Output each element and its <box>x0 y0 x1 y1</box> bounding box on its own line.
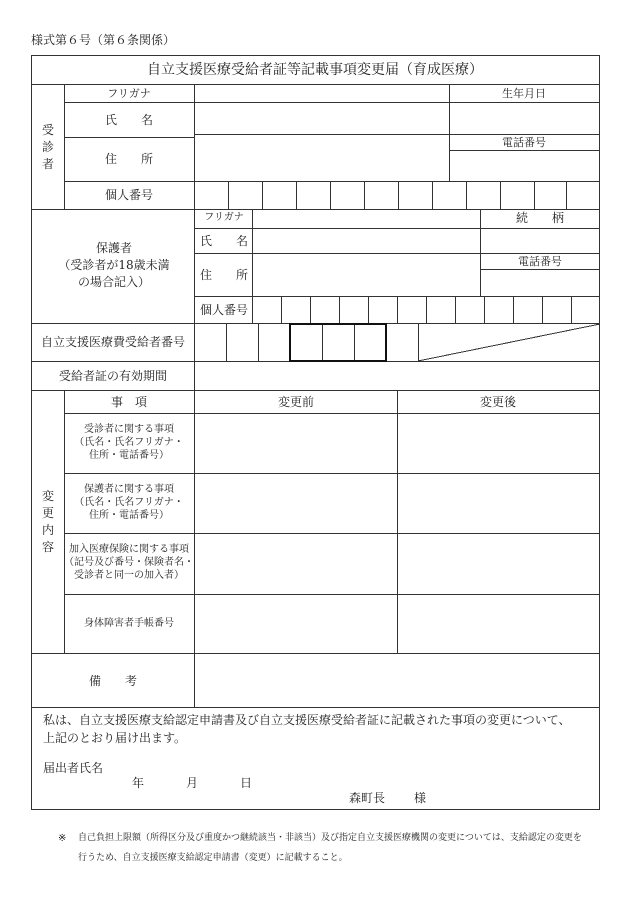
guardian-furigana-label: フリガナ <box>204 212 244 223</box>
changes-col-before: 変更前 <box>277 395 315 409</box>
patient-phone-field[interactable] <box>450 151 599 181</box>
patient-personal-number-label: 個人番号 <box>104 188 154 202</box>
guardian-address-label: 住 所 <box>199 268 249 282</box>
change-item-patient: 住所・電話番号） <box>89 450 169 461</box>
patient-address-label: 住 所 <box>104 152 154 166</box>
note-line2: 行うため、自立支援医療支給認定申請書（変更）に記載すること。 <box>78 853 348 863</box>
guardian-label-line3: の場合記入） <box>77 275 151 289</box>
change-item-insurance: 加入医療保険に関する事項 <box>69 544 189 555</box>
change-after-insurance[interactable] <box>398 534 599 594</box>
change-before-guardian[interactable] <box>195 474 397 533</box>
changes-section-label: 変 更 内 容 <box>41 489 54 554</box>
remarks-label: 備 考 <box>88 674 138 688</box>
applicant-name-label: 届出者氏名 <box>43 761 104 775</box>
note-mark: ※ <box>58 833 67 844</box>
guardian-label-line2: （受診者が18歳未満 <box>58 258 170 272</box>
addressee-label: 森町長 <box>349 791 386 805</box>
changes-col-item: 事 項 <box>110 395 148 409</box>
change-before-insurance[interactable] <box>195 534 397 594</box>
form-title: 自立支援医療受給者証等記載事項変更届（育成医療） <box>147 62 483 78</box>
change-before-patient[interactable] <box>195 414 397 473</box>
guardian-name-field[interactable] <box>253 229 480 253</box>
patient-birthdate-label: 生年月日 <box>502 87 546 100</box>
patient-section-label: 受 診 者 <box>41 123 54 171</box>
patient-furigana-label: フリガナ <box>107 87 151 100</box>
guardian-furigana-field[interactable] <box>253 210 480 228</box>
note-line1: 自己負担上限額（所得区分及び重度かつ継続該当・非該当）及び指定自立支援医療機関の変更については、支給認定の変更を <box>78 833 582 843</box>
guardian-personal-number-field[interactable] <box>253 297 599 323</box>
patient-furigana-field[interactable] <box>195 85 449 102</box>
change-after-guardian[interactable] <box>398 474 599 533</box>
validity-period-field[interactable] <box>195 362 599 390</box>
declaration-line1: 私は、自立支援医療支給認定申請書及び自立支援医療受給者証に記載された事項の変更について、 <box>43 713 571 727</box>
guardian-personal-number-label: 個人番号 <box>199 303 249 317</box>
recipient-number-label: 自立支援医療費受給者番号 <box>40 335 186 349</box>
date-day-label: 日 <box>240 776 253 790</box>
validity-period-label: 受給者証の有効期間 <box>58 369 168 383</box>
guardian-name-label: 氏 名 <box>199 234 249 248</box>
change-after-disability[interactable] <box>398 595 599 653</box>
date-month-label: 月 <box>186 776 199 790</box>
patient-personal-number-field[interactable] <box>195 182 599 209</box>
change-item-patient: （氏名・氏名フリガナ・ <box>74 437 184 448</box>
change-item-guardian: 住所・電話番号） <box>89 510 169 521</box>
date-year-label: 年 <box>132 776 145 790</box>
change-after-patient[interactable] <box>398 414 599 473</box>
change-before-disability[interactable] <box>195 595 397 653</box>
honorific-label: 様 <box>414 791 427 805</box>
applicant-name-field[interactable] <box>110 758 410 776</box>
remarks-field[interactable] <box>195 654 599 707</box>
patient-name-label: 氏 名 <box>104 113 154 127</box>
guardian-phone-field[interactable] <box>481 270 599 296</box>
change-item-guardian: （氏名・氏名フリガナ・ <box>74 497 184 508</box>
guardian-phone-label: 電話番号 <box>518 255 562 268</box>
patient-phone-label: 電話番号 <box>502 136 546 149</box>
patient-birthdate-field[interactable] <box>450 103 599 134</box>
guardian-relationship-label: 続 柄 <box>515 211 565 225</box>
change-item-insurance: （記号及び番号・保険者名・ <box>64 557 194 568</box>
change-item-disability: 身体障害者手帳番号 <box>84 618 174 629</box>
changes-col-after: 変更後 <box>479 395 517 409</box>
guardian-address-field[interactable] <box>253 254 480 296</box>
form-number: 様式第６号（第６条関係） <box>31 33 176 47</box>
change-item-insurance: 受診者と同一の加入者） <box>74 570 184 581</box>
patient-name-field[interactable] <box>195 103 449 134</box>
recipient-number-field[interactable] <box>195 324 418 361</box>
declaration-line2: 上記のとおり届け出ます。 <box>43 731 187 745</box>
change-item-guardian: 保護者に関する事項 <box>84 484 174 495</box>
change-item-patient: 受診者に関する事項 <box>84 424 174 435</box>
guardian-relationship-field[interactable] <box>481 229 599 253</box>
guardian-label-line1: 保護者 <box>95 241 133 255</box>
patient-address-field[interactable] <box>195 135 449 181</box>
